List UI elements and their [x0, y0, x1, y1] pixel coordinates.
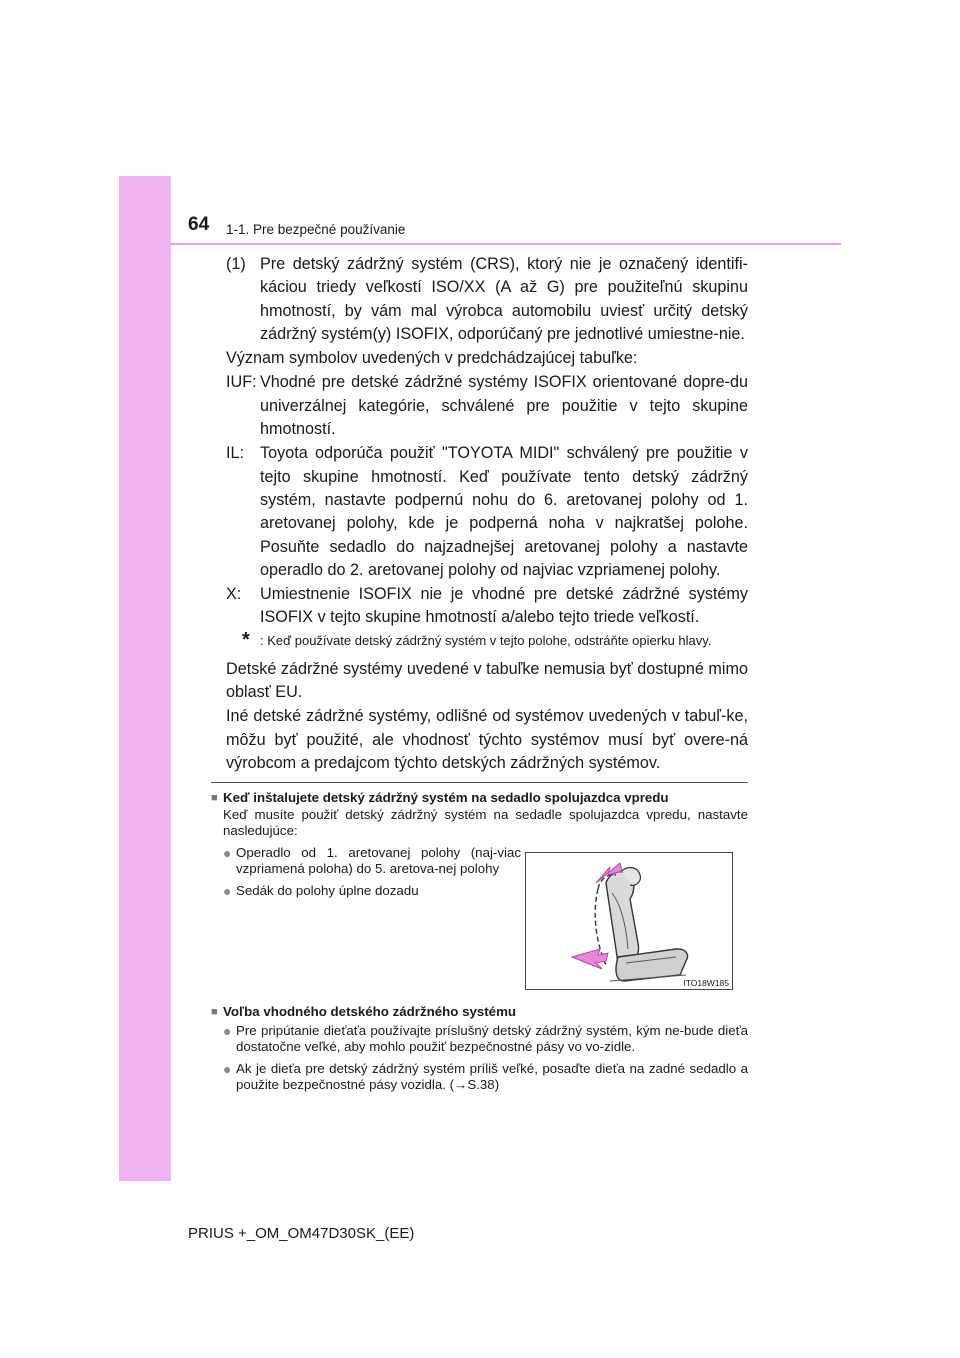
footnote [242, 628, 748, 651]
figure-code: ITO18W185 [683, 978, 729, 988]
x-text: Umiestnenie ISOFIX nie je vhodné pre detské zádržné systémy ISOFIX v tejto skupine hmotností a/alebo tejto triede veľkostí. [260, 585, 748, 627]
square-bullet-icon: ■ [211, 792, 218, 804]
il-text: Toyota odporúča použiť "TOYOTA MIDI" schválený pre použitie v tejto skupine hmotností. Keď používate tento detský zádržný systém, nastavte podpernú nohu do 6. aretovanej polohy od 1. aretovanej polohy, kde je podperná noha v najkratšej polohe. Posuňte sedadlo do najzadnejšej aretovanej polohy a nastavte operadlo do 2. aretovanej polohy od najviac vzpriamenej polohy. [260, 444, 748, 579]
symbols-intro: Význam symbolov uvedených v predchádzajúcej tabuľke: [226, 349, 638, 368]
item-1-label: (1) [226, 255, 246, 273]
bullet-icon: ● [223, 844, 232, 861]
choice-bullets [211, 1023, 748, 1094]
front-seat-bullet-1: Operadlo od 1. aretovanej polohy (naj-viac vzpriamená poloha) do 5. aretova-nej polohy [236, 844, 521, 876]
symbol-iuf [226, 371, 748, 441]
symbol-x [226, 583, 748, 630]
front-seat-intro: Keď musíte použiť detský zádržný systém na sedadle spolujazdca vpredu, nastavte nasledujúce: [223, 806, 748, 838]
item-1-text: Pre detský zádržný systém (CRS), ktorý nie je označený identifi-káciou triedy veľkostí ISO/XX (A až G) pre použiteľnú skupinu hmotností, by vám mal výrobca automobilu uviesť určitý detský zádržný systém(y) ISOFIX, odporúčaný pre jednotlivé umiestne-nie. [260, 255, 748, 343]
footnote-mark: * [242, 628, 250, 651]
seat-icon [526, 853, 732, 989]
square-bullet-icon: ■ [211, 1006, 218, 1018]
header-rule [171, 243, 841, 245]
x-label: X: [226, 585, 242, 604]
choice-bullet-1: Pre pripútanie dieťaťa používajte príslušný detský zádržný systém, kým ne-bude dieťa dostatočne veľké, aby mohlo použiť bezpečnostné pásy vo vo-zidle. [236, 1022, 748, 1054]
front-seat-heading [211, 790, 748, 807]
para-eu: Detské zádržné systémy uvedené v tabuľke nemusia byť dostupné mimo oblasť EU. [226, 659, 748, 702]
bullet-icon: ● [223, 1022, 232, 1039]
front-seat-heading-text: Keď inštalujete detský zádržný systém na sedadlo spolujazdca vpredu [223, 790, 669, 805]
list-item [223, 1061, 748, 1094]
choice-bullet-2: Ak je dieťa pre detský zádržný systém príliš veľké, posaďte dieťa na zadné sedadlo a použite bezpečnostné pásy vozidla. (→S.38) [236, 1060, 748, 1092]
choice-section [211, 1004, 748, 1094]
main-text [226, 253, 748, 776]
page-number: 64 [188, 214, 210, 235]
choice-heading-text: Voľba vhodného detského zádržného systému [223, 1004, 517, 1019]
item-1 [226, 253, 748, 346]
front-seat-bullet-2: Sedák do polohy úplne dozadu [236, 882, 419, 898]
bullet-icon: ● [223, 1060, 232, 1077]
side-color-band [119, 176, 171, 1181]
footnote-text: : Keď používate detský zádržný systém v tejto polohe, odstráňte opierku hlavy. [260, 632, 712, 648]
front-seat-bullets [211, 845, 521, 900]
seat-illustration [525, 852, 733, 990]
list-item [223, 845, 521, 878]
symbol-il [226, 442, 748, 582]
iuf-label: IUF: [226, 373, 257, 392]
choice-heading [211, 1004, 748, 1021]
bullet-icon: ● [223, 882, 232, 899]
footer-doc-code: PRIUS +_OM_OM47D30SK_(EE) [188, 1225, 415, 1242]
para-other: Iné detské zádržné systémy, odlišné od systémov uvedených v tabuľ-ke, môžu byť použité, ale vhodnosť týchto systémov musí byť overe-ná výrobcom a predajcom týchto detských zádržných systémov. [226, 707, 748, 772]
section-title: 1-1. Pre bezpečné používanie [226, 222, 406, 237]
il-label: IL: [226, 444, 244, 463]
list-item [223, 883, 521, 900]
section-divider [211, 782, 748, 783]
list-item [223, 1023, 748, 1056]
iuf-text: Vhodné pre detské zádržné systémy ISOFIX orientované dopre-du univerzálnej kategórie, schválené pre použitie v tejto skupine hmotností. [260, 373, 748, 439]
